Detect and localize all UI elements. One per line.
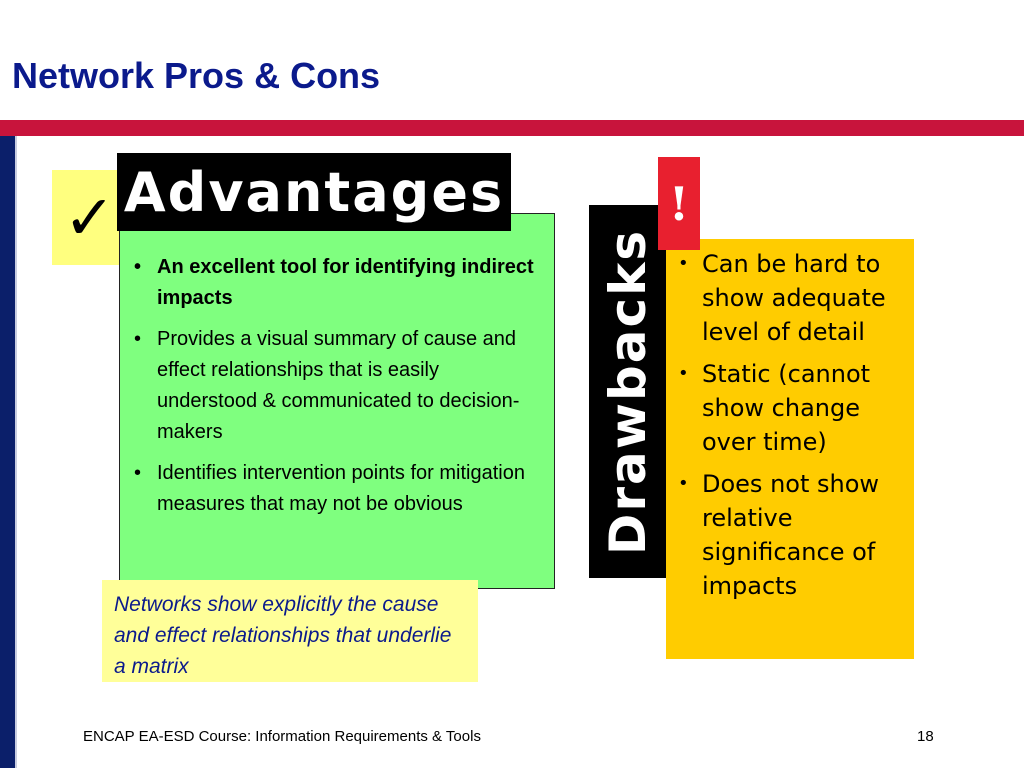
checkmark-icon: ✓ (52, 170, 127, 265)
drawbacks-box (666, 239, 914, 659)
left-accent-bar (0, 136, 15, 768)
advantages-label: Advantages (117, 153, 511, 231)
title-divider-bar (0, 120, 1024, 136)
drawbacks-list (676, 247, 910, 603)
drawbacks-item-text: Can be hard to show adequate level of detail (702, 250, 886, 346)
advantages-item (128, 252, 542, 314)
advantages-list (128, 252, 542, 520)
bullet-icon: • (134, 256, 142, 278)
drawbacks-item (676, 357, 910, 459)
left-accent-bar-edge (15, 136, 17, 768)
advantages-item-text: An excellent tool for identifying indirect impacts (157, 256, 534, 309)
drawbacks-item-text: Does not show relative significance of impacts (702, 470, 880, 600)
advantages-item (128, 458, 542, 520)
advantages-item-text: Provides a visual summary of cause and effect relationships that is easily understood & communicated to decision-makers (157, 328, 520, 443)
advantages-box (119, 213, 555, 589)
drawbacks-item (676, 247, 910, 349)
drawbacks-label-text: Drawbacks (598, 228, 657, 555)
bullet-icon: • (678, 253, 689, 274)
advantages-item (128, 324, 542, 448)
page-number: 18 (917, 728, 934, 745)
slide-title: Network Pros & Cons (12, 55, 381, 96)
footer-course-title: ENCAP EA-ESD Course: Information Requirements & Tools (83, 728, 481, 745)
exclamation-icon: ! (658, 157, 700, 250)
bullet-icon: • (134, 328, 142, 350)
advantages-item-text: Identifies intervention points for mitigation measures that may not be obvious (157, 462, 525, 515)
drawbacks-item-text: Static (cannot show change over time) (702, 360, 871, 456)
drawbacks-item (676, 467, 910, 603)
drawbacks-label (589, 205, 666, 578)
bullet-icon: • (678, 473, 689, 494)
bullet-icon: • (134, 462, 142, 484)
bullet-icon: • (678, 363, 689, 384)
networks-note: Networks show explicitly the cause and effect relationships that underlie a matrix (102, 580, 478, 682)
